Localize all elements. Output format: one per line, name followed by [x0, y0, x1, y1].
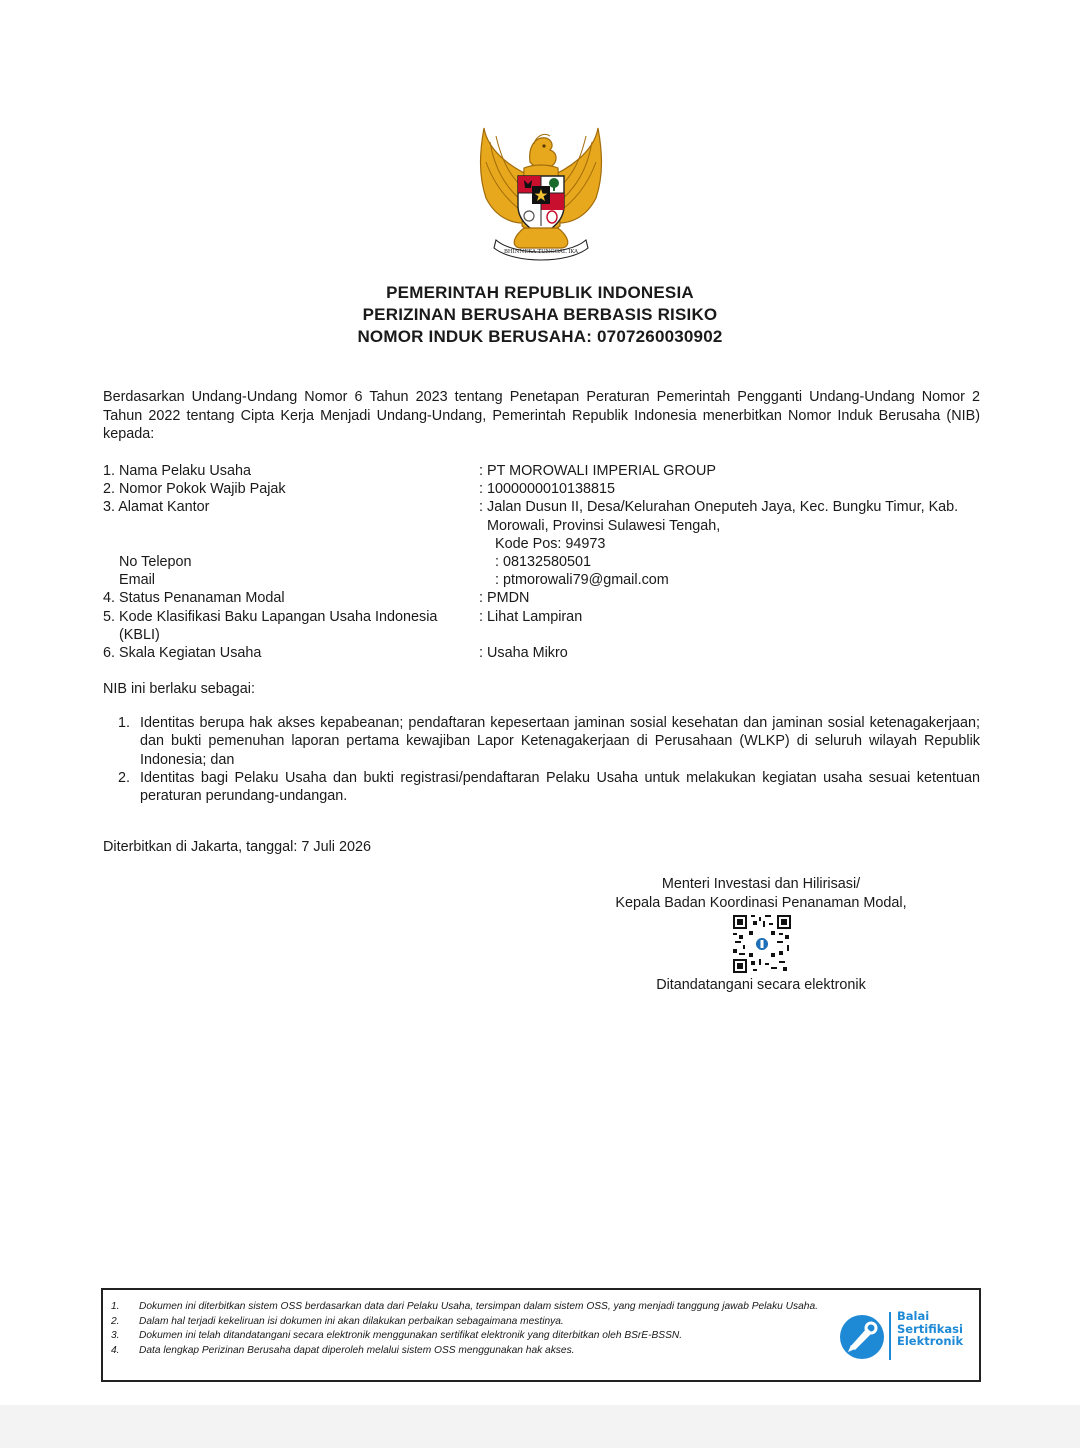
list-item [118, 769, 980, 806]
list-number: 2. [118, 769, 131, 786]
header-government: PEMERINTAH REPUBLIK INDONESIA [386, 283, 694, 302]
intro-paragraph: Berdasarkan Undang-Undang Nomor 6 Tahun 2023 tentang Penetapan Peraturan Pemerintah Pengganti Undang-Undang Nomor 2 Tahun 2022 tentang Cipta Kerja Menjadi Undang-Undang, Pemerintah Republik Indonesia menerbitkan Nomor Induk Berusaha (NIB) kepada: [103, 389, 980, 442]
note-text: Data lengkap Perizinan Berusaha dapat diperoleh melalui sistem OSS menggunakan hak akses. [139, 1344, 575, 1356]
electronic-signature-note: Ditandatangani secara elektronik [656, 977, 866, 993]
field-label: 1. Nama Pelaku Usaha [103, 463, 251, 479]
signatory-title: Menteri Investasi dan Hilirisasi/ [661, 876, 861, 892]
field-row-telepon [103, 553, 983, 571]
field-row-alamat [103, 498, 983, 553]
bsre-line1: Balai [897, 1309, 930, 1323]
signatory-office: Kepala Badan Koordinasi Penanaman Modal, [615, 894, 907, 911]
footer-notes-box [101, 1288, 981, 1382]
list-text: Identitas berupa hak akses kepabeanan; pendaftaran kepesertaan jaminan sosial kesehatan dan jaminan sosial ketenagakerjaan; dan bukti pemenuhan laporan pertama kewajiban Lapor Ketenagakerjaan di Perusahaan (WLKP) di seluruh wilayah Republik Indonesia; dan [140, 715, 980, 768]
bsre-pen-icon [837, 1310, 891, 1364]
field-label: 6. Skala Kegiatan Usaha [103, 645, 262, 662]
field-row-kbli [103, 608, 983, 644]
bsre-line3: Elektronik [897, 1334, 964, 1349]
field-label: 3. Alamat Kantor [103, 499, 210, 516]
field-label: No Telepon [119, 554, 192, 571]
list-text: Identitas bagi Pelaku Usaha dan bukti registrasi/pendaftaran Pelaku Usaha untuk melakukan kegiatan usaha sesuai ketentuan peraturan perundang-undangan. [140, 769, 980, 805]
note-text: Dokumen ini telah ditandatangani secara elektronik menggunakan sertifikat elektronik yang diterbitkan oleh BSrE-BSSN. [139, 1330, 683, 1341]
nib-heading: NIB ini berlaku sebagai: [103, 681, 255, 697]
footer-note [111, 1300, 841, 1315]
field-row-nama [103, 462, 983, 480]
note-number: 3. [111, 1330, 120, 1341]
field-label: 4. Status Penanaman Modal [103, 590, 285, 607]
field-label [103, 608, 479, 644]
address-text: : Jalan Dusun II, Desa/Kelurahan Oneputeh Jaya, Kec. Bungku Timur, Kab. Morowali, Provinsi Sulawesi Tengah, [479, 499, 959, 534]
field-row-status [103, 589, 983, 607]
nib-purpose-list [118, 714, 980, 805]
footer-note [111, 1329, 841, 1344]
viewer-bottom-strip [0, 1405, 1080, 1448]
list-number: 1. [118, 715, 131, 731]
footer-note [111, 1315, 841, 1330]
field-value: : 1000000010138815 [479, 481, 616, 498]
bsre-logo [837, 1310, 972, 1364]
bsre-wordmark [897, 1310, 963, 1348]
footer-notes [111, 1300, 841, 1358]
note-text: Dokumen ini diterbitkan sistem OSS berdasarkan data dari Pelaku Usaha, tersimpan dalam sistem OSS, yang menjadi tanggung jawab Pelaku Usaha. [139, 1301, 818, 1312]
note-text: Dalam hal terjadi kekeliruan isi dokumen ini akan dilakukan perbaikan sebagaimana mestinya. [139, 1315, 564, 1327]
qr-code-icon [733, 915, 791, 973]
postal-code: Kode Pos: 94973 [495, 535, 606, 552]
issued-place-date: Diterbitkan di Jakarta, tanggal: 7 Juli 2026 [103, 839, 371, 855]
field-value: : Lihat Lampiran [479, 608, 583, 625]
field-value: : PT MOROWALI IMPERIAL GROUP [479, 463, 716, 479]
field-row-npwp [103, 480, 983, 498]
bsre-line2: Sertifikasi [897, 1321, 963, 1336]
document-header [0, 282, 1080, 348]
field-row-email [103, 571, 983, 589]
note-number: 2. [111, 1315, 120, 1327]
list-item [118, 714, 980, 769]
field-label: Email [119, 572, 155, 589]
business-fields [103, 462, 983, 662]
note-number: 1. [111, 1301, 120, 1312]
header-nib-number: NOMOR INDUK BERUSAHA: 0707260030902 [357, 327, 723, 346]
signatory-block [600, 875, 922, 912]
kbli-label-line1: 5. Kode Klasifikasi Baku Lapangan Usaha Indonesia [103, 608, 438, 625]
field-value: : PMDN [479, 590, 530, 607]
motto-text: BHINNEKA TUNGGAL IKA [503, 249, 579, 255]
note-number: 4. [111, 1344, 120, 1356]
field-label: 2. Nomor Pokok Wajib Pajak [103, 481, 286, 498]
field-value: : ptmorowali79@gmail.com [495, 572, 669, 589]
footer-note [111, 1344, 841, 1359]
header-licensing: PERIZINAN BERUSAHA BERBASIS RISIKO [362, 305, 718, 324]
bsre-divider [889, 1312, 891, 1360]
field-row-skala [103, 644, 983, 662]
field-value: : 08132580501 [495, 554, 592, 571]
kbli-label-line2: (KBLI) [119, 626, 160, 643]
garuda-emblem-icon [474, 122, 608, 264]
field-value: : Usaha Mikro [479, 645, 568, 662]
field-value [479, 498, 983, 553]
